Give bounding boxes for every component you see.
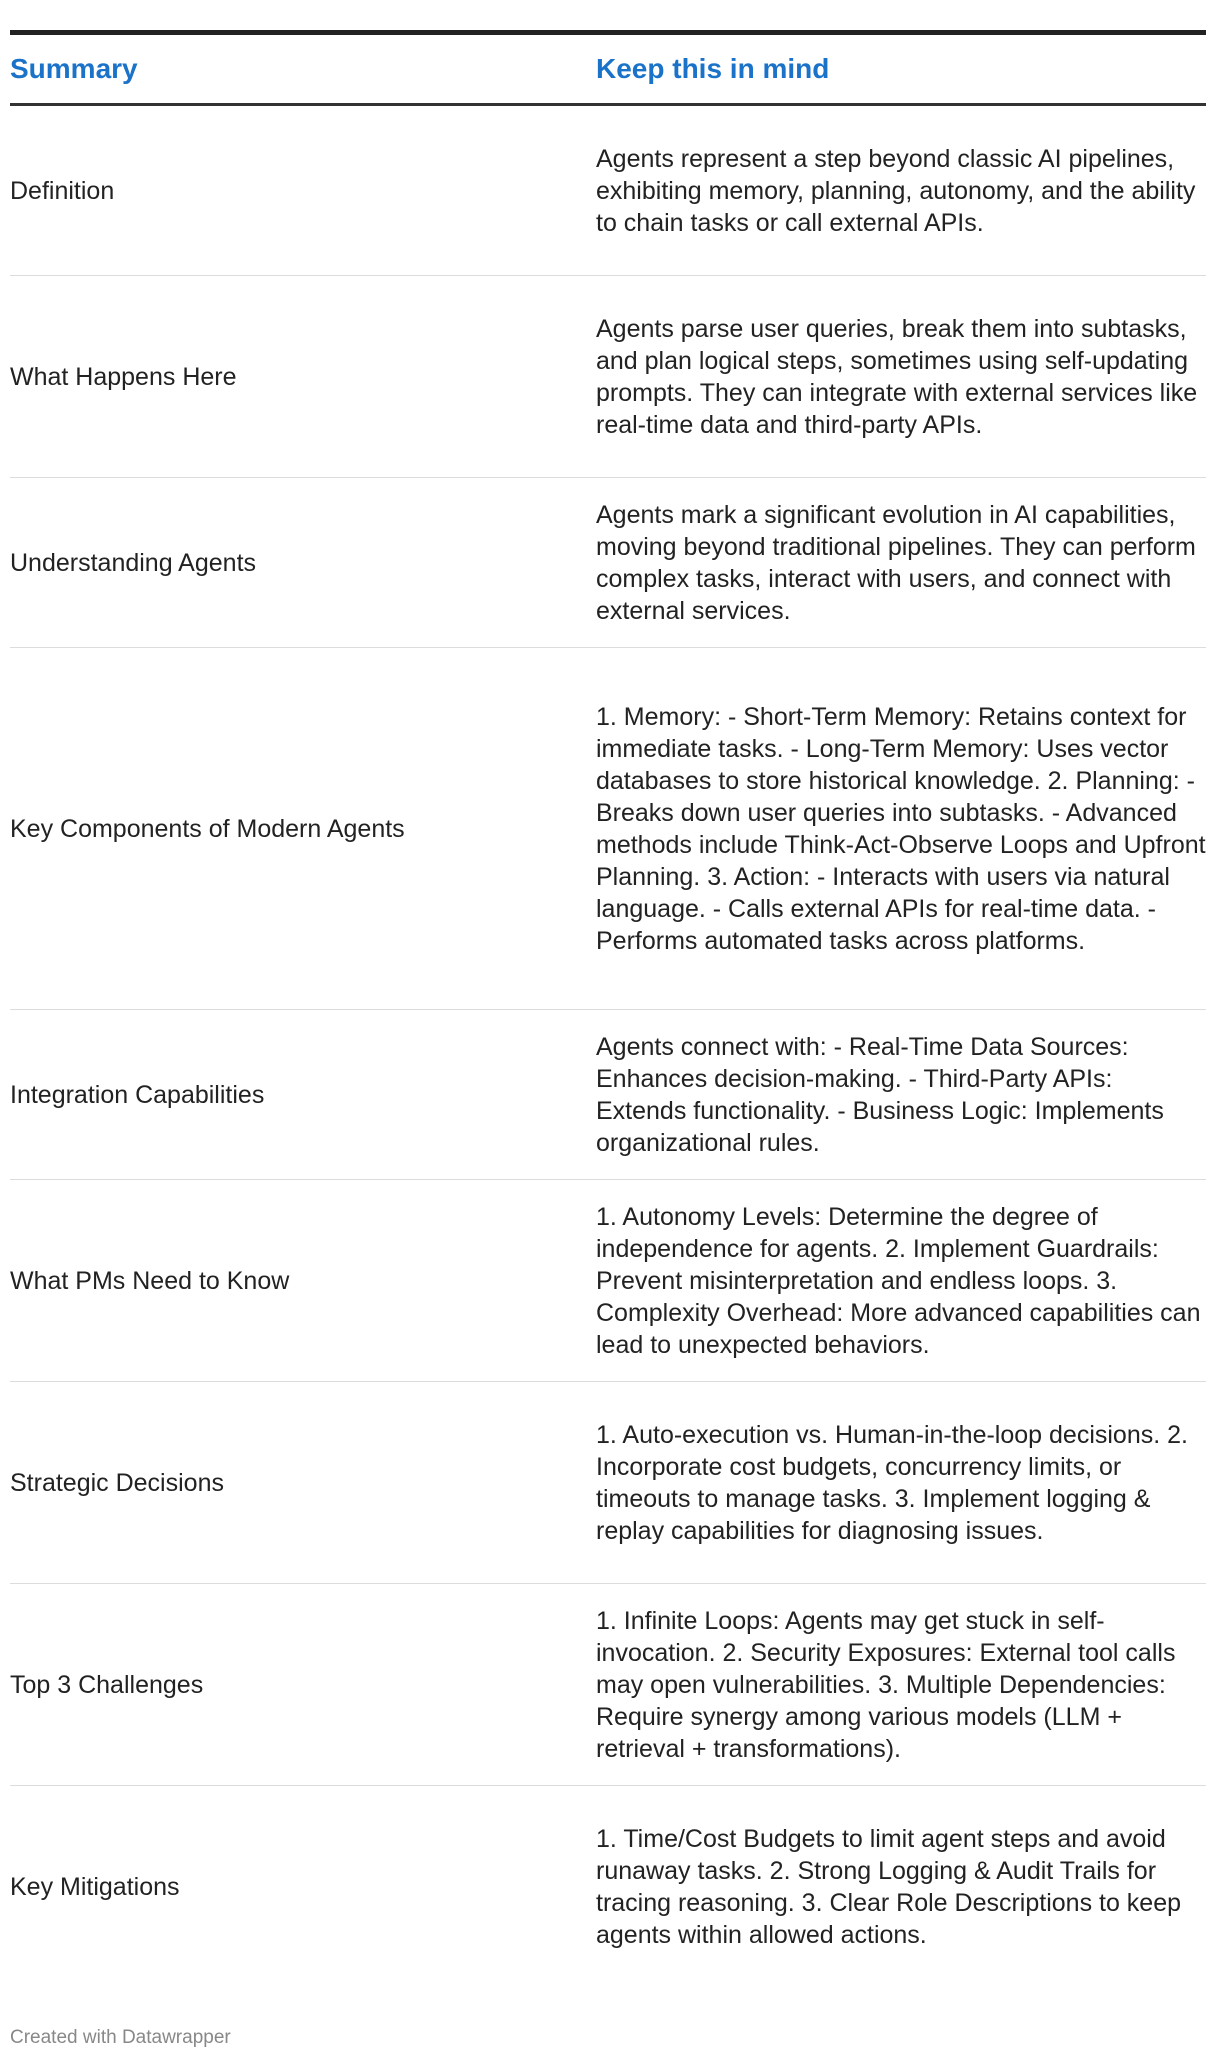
row-label: Key Mitigations [10,1873,180,1901]
row-label: Top 3 Challenges [10,1670,204,1699]
row-text: 1. Autonomy Levels: Determine the degree of independence for agents. 2. Implement Guardrails: Prevent misinterpretation and endless loops. 3. Complexity Overhead: More advanced capabilities can lead to unexpected behaviors. [596,1202,1201,1359]
table-row [10,1584,1206,1786]
row-label: Integration Capabilities [10,1080,265,1109]
summary-table [10,0,1206,1988]
header-cell-summary [10,53,596,85]
row-text: 1. Infinite Loops: Agents may get stuck in self-invocation. 2. Security Exposures: External tool calls may open vulnerabilities. 3. Multiple Dependencies: Require synergy among various models (LLM + retrieval + transformations). [596,1606,1176,1763]
row-text: Agents parse user queries, break them into subtasks, and plan logical steps, sometimes using self-updating prompts. They can integrate with external services like real-time data and third-party APIs. [596,314,1198,439]
table-row [10,276,1206,478]
table-row [10,478,1206,648]
header-summary: Summary [10,53,138,84]
row-text: Agents mark a significant evolution in AI capabilities, moving beyond traditional pipelines. They can perform complex tasks, interact with users, and connect with external services. [596,500,1196,625]
row-text: Agents connect with: - Real-Time Data Sources: Enhances decision-making. - Third-Party APIs: Extends functionality. - Business Logic: Implements organizational rules. [596,1032,1164,1157]
table-row [10,1180,1206,1382]
table-row [10,1786,1206,1988]
table-row [10,648,1206,1010]
header-keep-in-mind: Keep this in mind [596,53,830,84]
row-label: Definition [10,176,115,205]
table-row [10,106,1206,276]
row-text: 1. Memory: - Short-Term Memory: Retains context for immediate tasks. - Long-Term Memory: Uses vector databases to store historical knowledge. 2. Planning: - Breaks down user queries into subtasks. - Advanced methods include Think-Act-Observe Loops and Upfront Planning. 3. Action: - Interacts with users via natural language. - Calls external APIs for real-time data. - Performs automated tasks across platforms. [596,702,1206,955]
row-label: What PMs Need to Know [10,1266,290,1295]
footer-credit: Created with Datawrapper [10,2027,231,2048]
row-text: Agents represent a step beyond classic AI pipelines, exhibiting memory, planning, autonomy, and the ability to chain tasks or call external APIs. [596,144,1196,237]
row-label: Understanding Agents [10,548,257,577]
row-text: 1. Auto-execution vs. Human-in-the-loop decisions. 2. Incorporate cost budgets, concurrency limits, or timeouts to manage tasks. 3. Implement logging & replay capabilities for diagnosing issues. [596,1420,1188,1545]
row-label: What Happens Here [10,362,237,391]
header-cell-keep-in-mind [596,53,1206,85]
table-header [10,35,1206,106]
table-row [10,1382,1206,1584]
table-row [10,1010,1206,1180]
row-text: 1. Time/Cost Budgets to limit agent steps and avoid runaway tasks. 2. Strong Logging & Audit Trails for tracing reasoning. 3. Clear Role Descriptions to keep agents within allowed actions. [596,1825,1182,1949]
row-label: Strategic Decisions [10,1468,224,1497]
row-label: Key Components of Modern Agents [10,814,405,843]
